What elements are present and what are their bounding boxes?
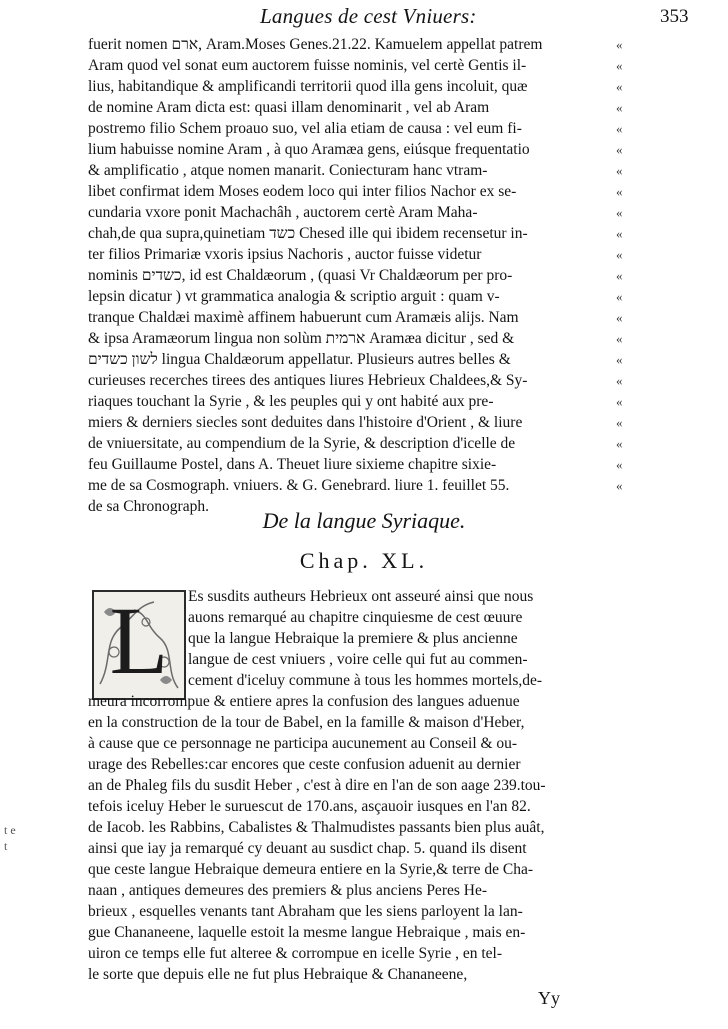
quote-mark: « xyxy=(616,478,623,493)
text-line: de vniuersitate, au compendium de la Syrie, & description d'icelle de xyxy=(88,435,516,452)
quote-mark: « xyxy=(616,331,623,346)
quote-mark: « xyxy=(616,184,623,199)
text-line: uiron ce temps elle fut alteree & corrompue en icelle Syrie , en tel- xyxy=(88,945,503,962)
text-line: le sorte que depuis elle ne fut plus Hebraique & Chananeene, xyxy=(88,966,468,983)
text-line: urage des Rebelles:car encores que ceste confusion aduenit au dernier xyxy=(88,756,521,773)
french-text-block xyxy=(88,586,618,985)
quote-mark: « xyxy=(616,121,623,136)
quote-mark: « xyxy=(616,436,623,451)
text-line: que ceste langue Hebraique demeura entiere en la Syrie,& terre de Cha- xyxy=(88,861,533,878)
quote-mark: « xyxy=(616,268,623,283)
quote-mark: « xyxy=(616,247,623,262)
text-line: postremo filio Schem proauo suo, vel alia etiam de causa : vel eum fi- xyxy=(88,120,522,137)
text-line: nominis כשדים, id est Chaldæorum , (quasi Vr Chaldæorum per pro- xyxy=(88,267,513,284)
dropcap-letter: L xyxy=(109,587,169,694)
text-line: lepsin dicatur ) vt grammatica analogia & scriptio arguit : quam v- xyxy=(88,288,500,305)
text-line: de Iacob. les Rabbins, Cabalistes & Thalmudistes passants bien plus auât, xyxy=(88,819,545,836)
latin-text-block xyxy=(88,34,614,517)
quote-mark: « xyxy=(616,310,623,325)
text-line: & amplificatio , atque nomen manarit. Coniecturam hanc vtram- xyxy=(88,162,488,179)
text-line: libet confirmat idem Moses eodem loco qui inter filios Nachor ex se- xyxy=(88,183,517,200)
page-number: 353 xyxy=(660,6,689,27)
quote-mark: « xyxy=(616,100,623,115)
text-line: en la construction de la tour de Babel, en la famille & maison d'Heber, xyxy=(88,714,525,731)
text-line: lius, habitandique & amplificandi territorii quod illa gens incoluit, quæ xyxy=(88,78,528,95)
quote-mark: « xyxy=(616,289,623,304)
quote-mark: « xyxy=(616,394,623,409)
text-line: Aram quod vel sonat eum auctorem fuisse nominis, vel certè Gentis il- xyxy=(88,57,527,74)
chapter-heading: Chap. XL. xyxy=(299,548,429,573)
text-line: fuerit nomen ארם, Aram.Moses Genes.21.22. Kamuelem appellat patrem xyxy=(88,36,543,53)
text-line: tefois iceluy Heber le suruescut de 170.ans, asçauoir iusques en l'an 82. xyxy=(88,798,531,815)
text-line: langue de cest vniuers , voire celle qui fut au commen- xyxy=(188,651,528,668)
margin-fragment: t e t xyxy=(4,823,16,853)
text-line: brieux , esquelles venants tant Abraham que les siens parloyent la lan- xyxy=(88,903,523,920)
text-line: curieuses recerches tirees des antiques liures Hebrieux Chaldees,& Sy- xyxy=(88,372,528,389)
text-line: feu Guillaume Postel, dans A. Theuet liure sixieme chapitre sixie- xyxy=(88,456,497,473)
text-line: cundaria vxore ponit Machachâh , auctorem certè Aram Maha- xyxy=(88,204,478,221)
text-line: me de sa Cosmograph. vniuers. & G. Genebrard. liure 1. feuillet 55. xyxy=(88,477,510,494)
text-line: lium habuisse nomine Aram , à quo Aramæa gens, eiúsque frequentatio xyxy=(88,141,530,158)
text-line: de nomine Aram dicta est: quasi illam denominarit , vel ab Aram xyxy=(88,99,490,116)
quote-mark: « xyxy=(616,79,623,94)
text-line: miers & derniers siecles sont deduites dans l'histoire d'Orient , & liure xyxy=(88,414,523,431)
quote-mark: « xyxy=(616,142,623,157)
quote-mark: « xyxy=(616,163,623,178)
text-line: riaques touchant la Syrie , & les peuples qui y ont habité aux pre- xyxy=(88,393,494,410)
quote-mark: « xyxy=(616,373,623,388)
text-line: Es susdits autheurs Hebrieux ont asseuré ainsi que nous xyxy=(188,588,534,605)
text-line: & ipsa Aramæorum lingua non solùm ארמית Aramæa dicitur , sed & xyxy=(88,330,515,347)
quote-mark: « xyxy=(616,37,623,52)
quote-mark: « xyxy=(616,352,623,367)
text-line: an de Phaleg fils du susdit Heber , c'est à dire en l'an de son aage 239.tou- xyxy=(88,777,546,794)
text-line: meura incorrompue & entiere apres la confusion des langues aduenue xyxy=(88,693,520,710)
text-line: gue Chananeene, laquelle estoit la mesme langue Hebraique , mais en- xyxy=(88,924,526,941)
text-line: de sa Chronograph. xyxy=(88,498,209,515)
text-line: cement d'iceluy commune à tous les hommes mortels,de- xyxy=(188,672,543,689)
quote-mark: « xyxy=(616,226,623,241)
text-line: chah,de qua supra,quinetiam כשד Chesed ille qui ibidem recensetur in- xyxy=(88,225,528,242)
running-head: Langues de cest Vniuers: xyxy=(260,4,477,28)
quote-mark: « xyxy=(616,457,623,472)
text-line: לשון כשדים lingua Chaldæorum appellatur. Plusieurs autres belles & xyxy=(88,351,511,368)
quote-mark: « xyxy=(616,415,623,430)
text-line: que la langue Hebraique la premiere & plus ancienne xyxy=(188,630,518,647)
text-line: ter filios Primariæ vxoris ipsius Nachoris , auctor fuisse videtur xyxy=(88,246,482,263)
catchword: Yy xyxy=(538,988,560,1008)
text-line: ainsi que iay ja remarqué cy deuant au susdict chap. 5. quand ils disent xyxy=(88,840,527,857)
text-line: naan , antiques demeures des premiers & plus anciens Peres He- xyxy=(88,882,487,899)
quote-mark: « xyxy=(616,58,623,73)
text-line: auons remarqué au chapitre cinquiesme de cest œuure xyxy=(188,609,523,626)
quotation-marks-column xyxy=(616,34,636,496)
quote-mark: « xyxy=(616,205,623,220)
section-title: De la langue Syriaque. xyxy=(262,508,466,533)
text-line: tranque Chaldæi maximè affinem habuerunt cum Aramæis alijs. Nam xyxy=(88,309,519,326)
text-line: à cause que ce personnage ne participa aucunement au Conseil & ou- xyxy=(88,735,518,752)
